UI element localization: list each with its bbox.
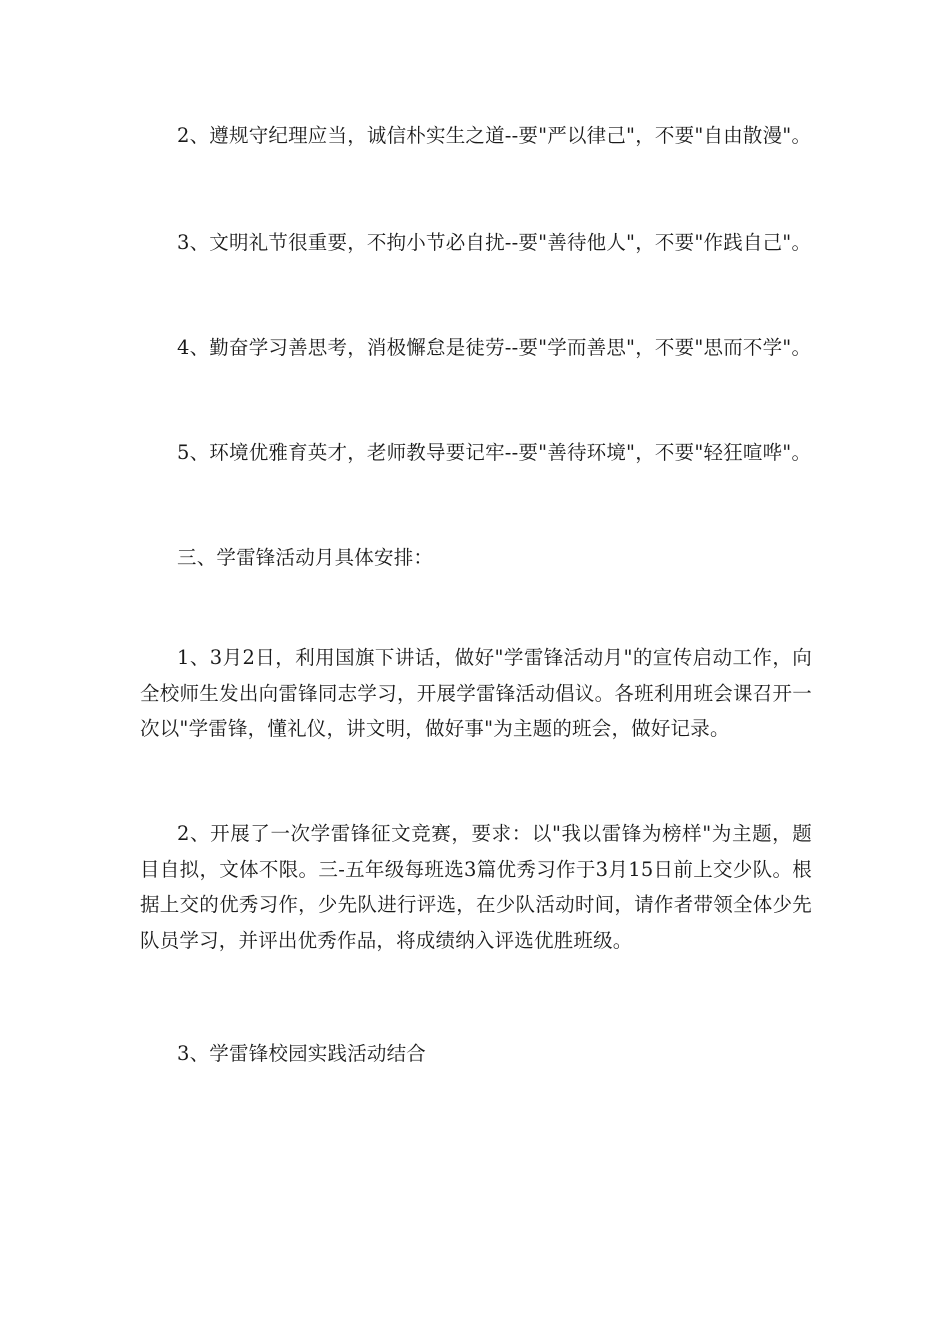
paragraph-rule-5: 5、环境优雅育英才，老师教导要记牢--要"善待环境"，不要"轻狂喧哗"。 (177, 441, 812, 464)
section-heading-3: 三、学雷锋活动月具体安排： (177, 546, 434, 569)
paragraph-plan-2: 2、开展了一次学雷锋征文竞赛，要求：以"我以雷锋为榜样"为主题，题目自拟，文体不限。三-五年级每班选3篇优秀习作于3月15日前上交少队。根据上交的优秀习作，少先队进行评选，在少队活动时间，请作者带领全体少先队员学习，并评出优秀作品，将成绩纳入评选优胜班级。 (140, 822, 812, 952)
paragraph-rule-3: 3、文明礼节很重要，不拘小节必自扰--要"善待他人"，不要"作践自己"。 (177, 231, 812, 254)
paragraph-rule-4: 4、勤奋学习善思考，消极懈怠是徒劳--要"学而善思"，不要"思而不学"。 (177, 336, 812, 359)
paragraph-rule-2: 2、遵规守纪理应当，诚信朴实生之道--要"严以律己"，不要"自由散漫"。 (177, 124, 812, 147)
paragraph-plan-1: 1、3月2日，利用国旗下讲话，做好"学雷锋活动月"的宣传启动工作，向全校师生发出向雷锋同志学习，开展学雷锋活动倡议。各班利用班会课召开一次以"学雷锋，懂礼仪，讲文明，做好事"为主题的班会，做好记录。 (140, 646, 812, 740)
paragraph-plan-3: 3、学雷锋校园实践活动结合 (177, 1042, 427, 1065)
